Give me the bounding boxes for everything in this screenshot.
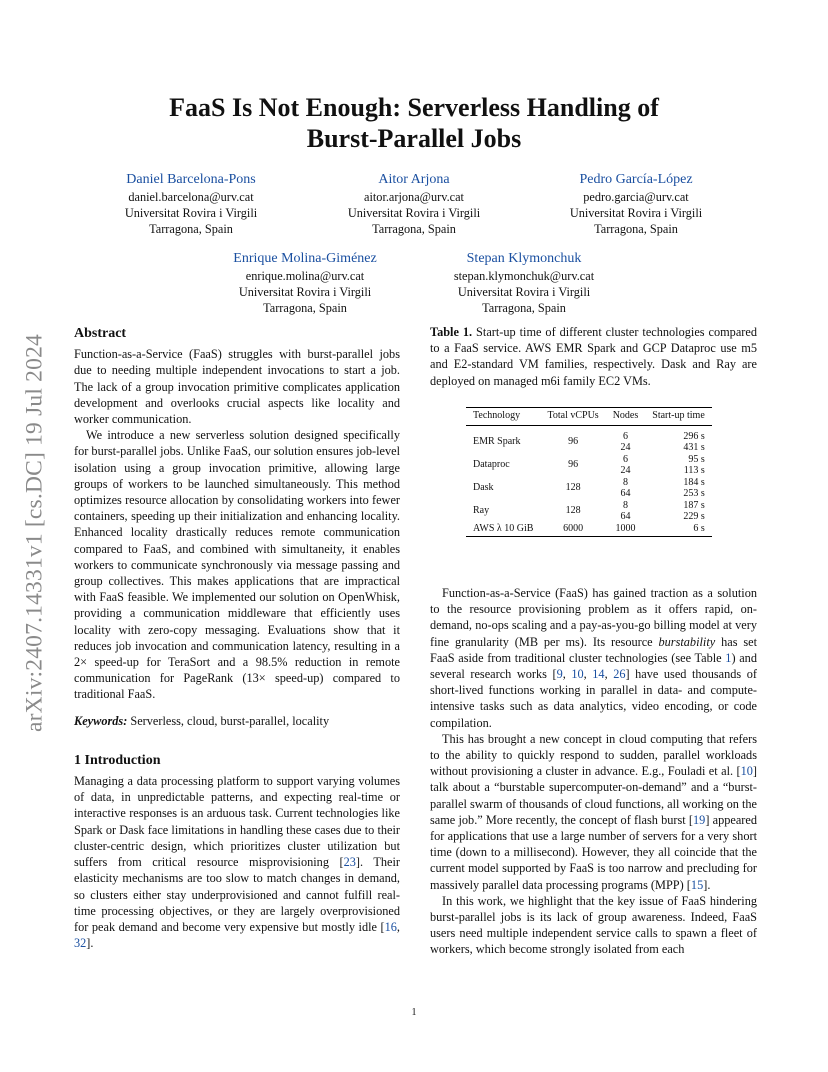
citation-link[interactable]: 32 [74,936,87,951]
cell-technology: Dask [473,482,494,494]
author-block [210,249,400,316]
author-email: enrique.molina@urv.cat [245,269,365,283]
left-column [74,326,400,951]
table-caption [430,324,757,389]
text-run: ] talk about a “burstable supercomputer-on-demand” and a “burst-parallel swarm of thousands of cloud functions, all working on the same job.” More recently, the concept of flash burst [ [430,764,757,827]
author-name[interactable]: Aitor Arjona [378,172,450,187]
arxiv-identifier [22,298,48,768]
author-email: daniel.barcelona@urv.cat [128,190,254,204]
title-line-1: FaaS Is Not Enough: Serverless Handling of [169,93,659,122]
cell-nodes: 8 [622,499,628,511]
author-name[interactable]: Stepan Klymonchuk [466,251,582,266]
text-run: ]. [703,877,711,892]
author-name[interactable]: Enrique Molina-Giménez [233,251,377,266]
author-name[interactable]: Daniel Barcelona-Pons [126,172,256,187]
cell-technology: Dataproc [473,459,510,471]
cell-technology: Ray [473,505,490,517]
text-emphasis: burstability [658,634,716,649]
text-run: Managing a data processing platform to support varying volumes of data, in unpredictable patterns, and expecting real-time or interactive responses is an arduous task. Current technologies like Spark or Dask face limitations in handling these cases due to their cluster-centric design, which prioritizes cluster utilization but suffers from critical resource misprovisioning [ [74,774,400,870]
citation-link[interactable]: 9 [556,667,563,682]
author-affiliation: Universitat Rovira i Virgili [124,206,258,220]
text-run: ]. [86,936,94,951]
cell-startup-time: 431 s [683,442,705,453]
cell-startup-time: 253 s [683,488,705,499]
arxiv-id-text: arXiv:2407.14331v1 [cs.DC] 19 Jul 2024 [21,334,48,732]
citation-link[interactable]: 23 [343,855,356,870]
right-column [430,585,757,958]
column-header: Start-up time [645,408,712,426]
author-affiliation: Universitat Rovira i Virgili [457,285,591,299]
keywords-text: Serverless, cloud, burst-parallel, locality [127,713,330,728]
column-header: Technology [466,408,540,426]
table-header-row [466,408,712,426]
text-run: ] have used thousands of short-lived functions working in parallel in data- and compute-intensive tasks such as data analytics, video encoding, or code compilation. [430,667,757,730]
section-heading-introduction: 1 Introduction [74,752,161,768]
author-location: Tarragona, Spain [263,301,347,315]
citation-link[interactable]: 14 [592,667,605,682]
paper-title [0,92,828,154]
abstract-paragraph: We introduce a new serverless solution designed specifically for burst-parallel jobs. Unlike FaaS, our solution ensures job-level isolation using a group invocation primitive, allowing large groups of workers to be launched simultaneously. This method optimizes resource allocation by consolidating workers into fewer containers, speeding up their initialization and enhancing locality. Enhanced locality drastically reduces remote communication compared to FaaS, and combined with simultaneity, it enables workers to communicate synchronously via message passing and group collectives. This makes applications that are impractical with FaaS feasible. We implemented our solution on OpenWhisk, providing a communication middleware that efficiently uses locality with zero-copy messaging. Evaluations show that it reduces job invocation and communication latency, resulting in a 2× speed-up for TeraSort and a 98.5% reduction in remote communication for PageRank (13× speed-up) compared to traditional FaaS. [74,428,400,702]
table-row [466,477,712,489]
cell-startup-time: 296 s [683,430,705,442]
author-email: aitor.arjona@urv.cat [364,190,464,204]
text-run: has set FaaS aside from traditional cluster technologies (see Table [430,634,757,665]
cell-nodes: 6 [622,453,628,465]
author-block [434,249,614,316]
cell-nodes: 8 [622,476,628,488]
text-run: This has brought a new concept in cloud computing that refers to the ability to quickly respond to sudden, parallel workloads without provisioning a cluster in advance. E.g., Fouladi et al. [ [430,731,757,779]
body-paragraph: Function-as-a-Service (FaaS) has gained traction as a solution to the resource provisioning problem as it offers rapid, on-demand, no-ops scaling and a pay-as-you-go billing model at very fine granularity (MB per ms). Its resource burstability has set FaaS aside from traditional cluster technologies (see Table 1) and several research works [9, 10, 14, 26] have used thousands of short-lived functions working in parallel in data- and compute-intensive tasks such as data analytics, video encoding, or code compilation. [430,586,757,730]
author-name[interactable]: Pedro García-López [579,172,693,187]
citation-link[interactable]: 16 [384,919,397,934]
cell-vcpus: 6000 [540,523,605,537]
abstract-paragraph: Function-as-a-Service (FaaS) struggles with burst-parallel jobs due to needing multiple independent invocations to start a job. The lack of a group invocation primitive complicates application development and overlooks crucial aspects like locality and worker communication. [74,347,400,427]
body-paragraph: In this work, we highlight that the key issue of FaaS hindering burst-parallel jobs is its lack of group awareness. Indeed, FaaS users need multiple independent service calls to spawn a fleet of workers, which become strongly isolated from each [430,893,757,957]
text-run: ) and several research works [ [430,650,757,682]
cell-vcpus: 128 [565,505,581,517]
author-location: Tarragona, Spain [482,301,566,315]
cell-vcpus: 96 [568,436,579,448]
table-row [466,500,712,512]
author-block [324,170,504,237]
cell-technology: AWS λ 10 GiB [466,523,540,537]
table-caption-text: Start-up time of different cluster technologies compared to a FaaS service. AWS EMR Spark and GCP Dataproc use m5 and E2-standard VM families, respectively. Dask and Ray are deployed on managed m6i family EC2 VMs. [430,325,757,388]
keywords-label: Keywords: [74,713,128,728]
page-number: 1 [411,1007,417,1018]
citation-link[interactable]: 10 [571,667,584,682]
cell-technology: EMR Spark [473,436,521,448]
author-block [546,170,726,237]
cell-startup-time: 113 s [683,465,705,476]
abstract-heading: Abstract [74,326,127,341]
cell-startup-time: 184 s [683,476,705,488]
table-row [466,454,712,466]
author-affiliation: Universitat Rovira i Virgili [238,285,372,299]
author-location: Tarragona, Spain [149,222,233,236]
cell-vcpus: 96 [568,459,579,471]
cell-startup-time: 187 s [683,499,705,511]
title-line-2: Burst-Parallel Jobs [306,124,522,153]
intro-paragraph: Managing a data processing platform to support varying volumes of data, in unpredictable patterns, and expecting real-time or interactive responses is an arduous task. Current technologies like Spark or Dask face limitations in handling these cases due to their cluster-centric design, which prioritizes cluster utilization but suffers from critical resource misprovisioning [23]. Their elasticity mechanisms are too slow to match changes in demand, so clusters either stay underprovisioned and cannot fulfill real-time processing objectives, or they are largely overprovisioned for peak demand and become very expensive but mostly idle [16, 32]. [74,774,400,951]
text-run: ] appeared for applications that use a large number of servers for a very short time (down to a millisecond). However, they all coincide that the current model supported by FaaS is too narrow and precluding for massively parallel data processing programs (MPP) [ [430,812,757,892]
cell-startup-time: 95 s [688,453,705,465]
author-location: Tarragona, Spain [372,222,456,236]
author-affiliation: Universitat Rovira i Virgili [347,206,481,220]
cell-startup-time: 6 s [645,523,712,537]
cell-nodes: 24 [620,442,631,453]
table-row [466,425,712,442]
author-affiliation: Universitat Rovira i Virgili [569,206,703,220]
text-run: Function-as-a-Service (FaaS) has gained traction as a solution to the resource provisioning problem as it offers rapid, on-demand, no-ops scaling and a pay-as-you-go billing model at very fine granularity (MB per ms). Its resource [430,586,757,649]
table-caption-label: Table 1. [430,325,473,339]
cell-nodes: 64 [620,511,631,522]
author-email: stepan.klymonchuk@urv.cat [453,269,595,283]
cell-nodes: 64 [620,488,631,499]
column-header: Total vCPUs [540,408,605,426]
cell-startup-time: 229 s [683,511,705,522]
cell-vcpus: 128 [565,482,581,494]
column-header: Nodes [606,408,646,426]
citation-link[interactable]: 19 [693,812,706,827]
author-location: Tarragona, Spain [594,222,678,236]
cell-nodes: 1000 [606,523,646,537]
table-reference-link[interactable]: 1 [725,650,732,665]
text-run: ]. Their elasticity mechanisms are too slow to match changes in demand, so clusters either stay underprovisioned and cannot fulfill real-time processing objectives, or they are largely overprovisioned for peak demand and become very expensive but mostly idle [ [74,855,400,934]
author-email: pedro.garcia@urv.cat [583,190,689,204]
table-row [466,523,712,537]
keywords [74,713,400,729]
citation-link[interactable]: 10 [740,764,753,779]
citation-link[interactable]: 26 [613,667,626,682]
startup-time-table [466,407,712,537]
body-paragraph [430,731,757,893]
author-block [101,170,281,237]
citation-link[interactable]: 15 [690,877,704,892]
cell-nodes: 24 [620,465,631,476]
cell-nodes: 6 [622,430,628,442]
